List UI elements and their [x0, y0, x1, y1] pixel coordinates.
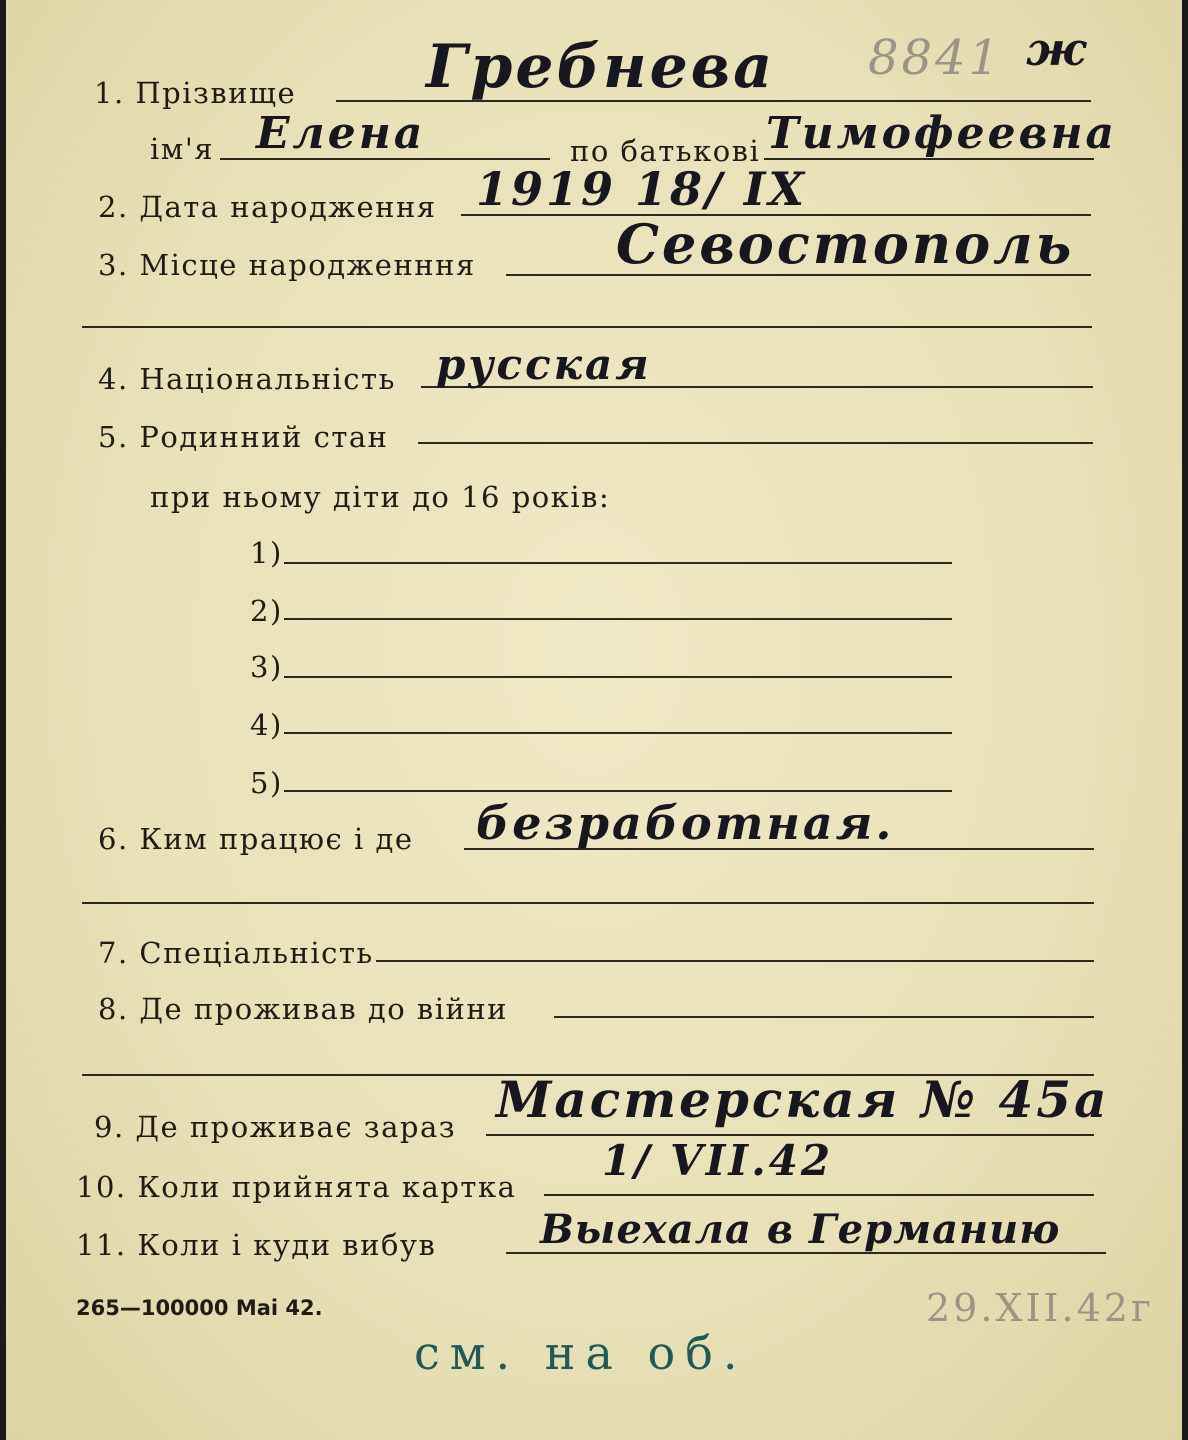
label-patronymic: по батькові: [570, 134, 761, 168]
hw-gender-mark: ж: [1026, 22, 1090, 76]
line-child-3: [284, 676, 952, 678]
label-prewar-residence: 8. Де проживав до війни: [98, 992, 508, 1026]
label-departure: 11. Коли і куди вибув: [76, 1228, 437, 1262]
label-child-1: 1): [250, 536, 283, 570]
hw-surname: Гребнева: [426, 32, 776, 102]
label-child-2: 2): [250, 594, 283, 628]
line-child-1: [284, 562, 952, 564]
hw-first-name: Елена: [256, 108, 426, 159]
label-child-4: 4): [250, 708, 283, 742]
line-child-4: [284, 732, 952, 734]
registration-card: [6, 0, 1182, 1440]
label-specialty: 7. Спеціальність: [98, 936, 374, 970]
line-birth-place-extra: [82, 326, 1092, 328]
line-child-2: [284, 618, 952, 620]
hw-patronymic: Тимофеевна: [766, 108, 1118, 159]
hw-current-residence: Мастерская № 45а: [496, 1070, 1110, 1129]
hw-birth-date: 1919 18/ IX: [476, 162, 808, 216]
print-code: 265—100000 Mai 42.: [76, 1296, 323, 1320]
line-card-date: [544, 1194, 1094, 1196]
line-marital-status: [418, 442, 1093, 444]
hw-card-date: 1/ VII.42: [602, 1136, 834, 1185]
hw-birth-place: Севостополь: [616, 212, 1075, 276]
line-occupation-extra: [82, 902, 1094, 904]
label-nationality: 4. Національність: [98, 362, 396, 396]
hw-occupation: безработная.: [476, 796, 895, 850]
line-specialty: [376, 960, 1094, 962]
hw-nationality: русская: [436, 340, 652, 389]
hw-departure: Выехала в Германию: [540, 1206, 1061, 1253]
label-surname: 1. Прізвище: [94, 76, 297, 110]
label-birth-date: 2. Дата народження: [98, 190, 437, 224]
line-child-5: [284, 790, 952, 792]
label-card-date: 10. Коли прийнята картка: [76, 1170, 517, 1204]
hw-record-number: 8841: [868, 30, 1003, 86]
line-prewar-residence: [554, 1016, 1094, 1018]
label-occupation: 6. Ким працює і де: [98, 822, 414, 856]
label-children: при ньому діти до 16 років:: [150, 480, 611, 514]
label-child-5: 5): [250, 766, 283, 800]
label-child-3: 3): [250, 650, 283, 684]
label-marital-status: 5. Родинний стан: [98, 420, 389, 454]
label-birth-place: 3. Місце народженння: [98, 248, 476, 282]
label-first-name: ім'я: [150, 132, 215, 166]
hw-departure-date: 29.XII.42г: [926, 1286, 1154, 1330]
label-current-residence: 9. Де проживає зараз: [94, 1110, 457, 1144]
hw-back-note: см. на об.: [414, 1326, 748, 1380]
